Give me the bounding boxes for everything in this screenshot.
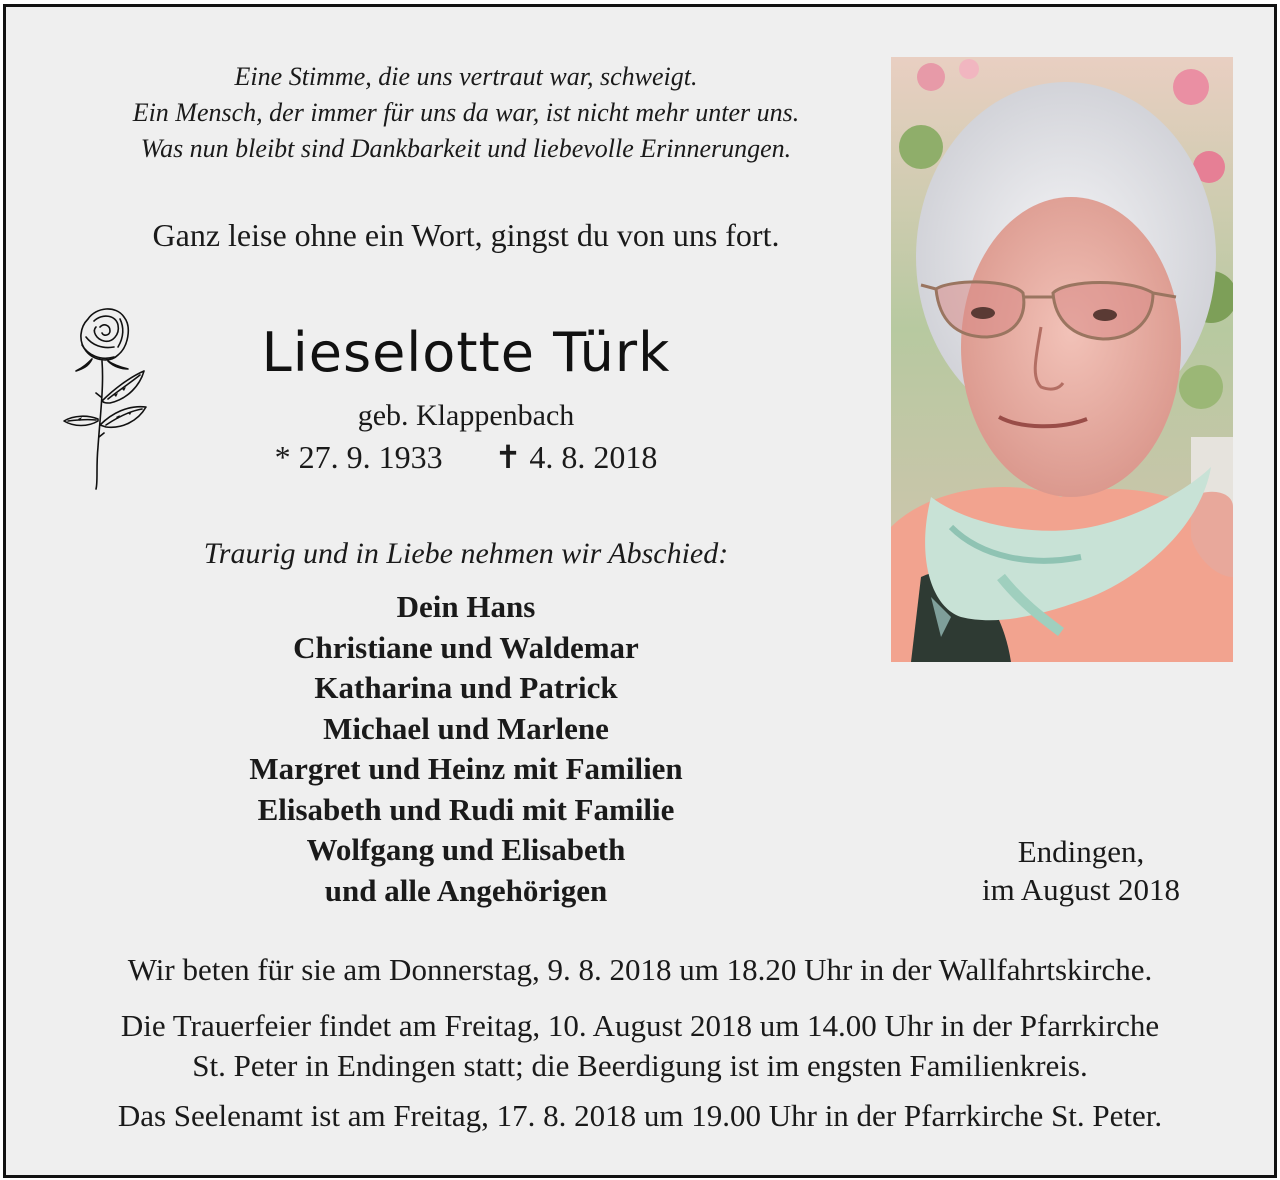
list-item: Wolfgang und Elisabeth [306, 832, 626, 867]
prayer-service: Wir beten für sie am Donnerstag, 9. 8. 2018 um 18.20 Uhr in der Wallfahrtskirche. [127, 952, 1153, 987]
list-item: Elisabeth und Rudi mit Familie [257, 791, 675, 827]
poem-line: Ein Mensch, der immer für uns da war, ist nicht mehr unter uns. [132, 98, 800, 127]
maiden-name: geb. Klappenbach [357, 399, 575, 432]
funeral-service-line: Die Trauerfeier findet am Freitag, 10. August 2018 um 14.00 Uhr in der Pfarrkirche [120, 1008, 1160, 1043]
place-date [936, 833, 1226, 909]
death-date: ✝ 4. 8. 2018 [494, 439, 658, 475]
portrait-photo [891, 57, 1233, 662]
list-item: Dein Hans [396, 589, 536, 624]
funeral-service-line: St. Peter in Endingen statt; die Beerdigung ist im engsten Familienkreis. [192, 1048, 1088, 1083]
birth-date: * 27. 9. 1933 [274, 439, 443, 475]
list-item: und alle Angehörigen [324, 872, 608, 908]
mourners-list [26, 587, 906, 911]
requiem-service: Das Seelenamt ist am Freitag, 17. 8. 2018 um 19.00 Uhr in der Pfarrkirche St. Peter. [117, 1098, 1163, 1133]
list-item: Margret und Heinz mit Familien [249, 751, 683, 786]
quote: Ganz leise ohne ein Wort, gingst du von uns fort. [152, 217, 780, 253]
poem [26, 59, 906, 167]
poem-line: Eine Stimme, die uns vertraut war, schweigt. [234, 62, 698, 91]
deceased-name: Lieselotte Türk [261, 321, 671, 384]
list-item: Christiane und Waldemar [293, 629, 639, 665]
obituary-card [3, 4, 1277, 1178]
date-line: im August 2018 [981, 872, 1181, 907]
list-item: Michael und Marlene [323, 710, 609, 746]
poem-line: Was nun bleibt sind Dankbarkeit und liebevolle Erinnerungen. [140, 134, 792, 163]
farewell-intro: Traurig und in Liebe nehmen wir Abschied: [203, 537, 729, 570]
life-dates [166, 437, 766, 477]
place-line: Endingen, [1017, 834, 1145, 869]
rose-icon [58, 297, 156, 507]
service-info [16, 950, 1264, 1136]
list-item: Katharina und Patrick [314, 670, 618, 705]
